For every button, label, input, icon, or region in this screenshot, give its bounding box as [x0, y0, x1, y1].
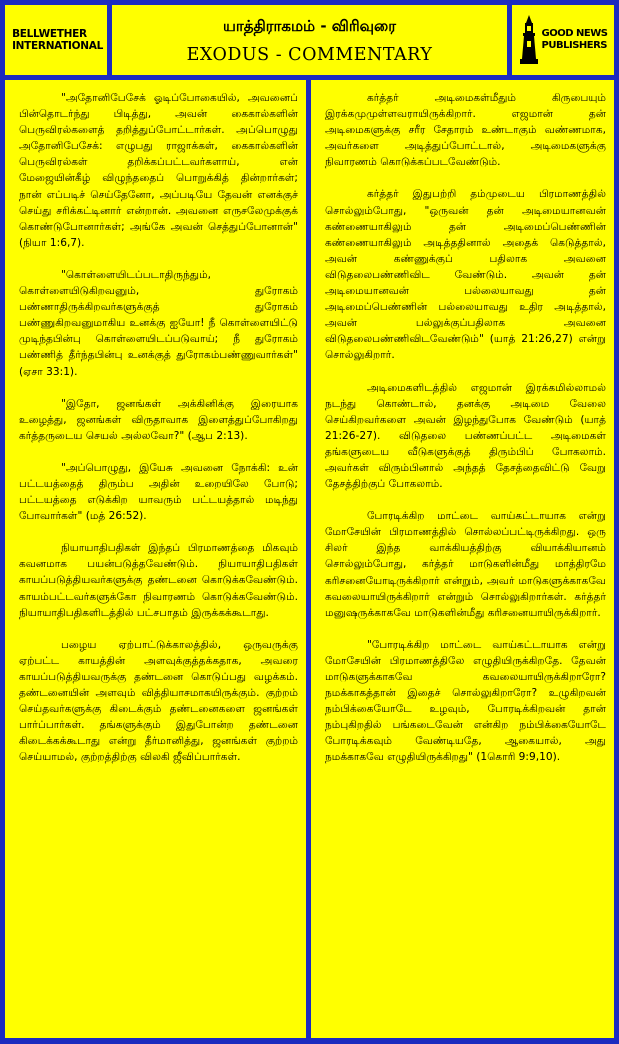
paragraph: கர்த்தர் இதுபற்றி தம்முடைய பிரமாணத்தில் சொல்லும்போது, "ஒருவன் தன் அடிமையானவன் கண்ணையாகிலும் தன் அடிமைப்பெண்ணின் கண்ணையாகிலும் அடித்ததினால் அதைக் கெடுத்தால், அவன் கண்ணுக்குப் பதிலாக அவனை விடுதலைபண்ணிவிட வேண்டும். அவன் தன் அடிமையானவன் பல்லையாவது தன் அடிமைப்பெண்ணின் பல்லையாவது உதிர அடித்தால், அவன் பல்லுக்குப்பதிலாக அவனை விடுதலைபண்ணிவிடவேண்டும்" (யாத் 21:26,27) என்று சொல்லுகிறார்.: [325, 188, 606, 362]
tamil-title: யாத்திராகமம் - விரிவுரை: [223, 17, 396, 35]
paragraph: பழைய ஏற்பாட்டுக்காலத்தில், ஒருவருக்கு ஏற்பட்ட காயத்தின் அளவுக்குத்தக்கதாக, அவரை காயப்படுத்தியவருக்கு தண்டனை கொடுப்பது வழக்கம். தண்டனையின் அளவும் வித்தியாசமாகயிருக்கும். குற்றம் செய்தவர்களுக்கு கிடைக்கும் தண்டனைகளை ஜனங்கள் பார்ப்பார்கள். தங்களுக்கும் இதுபோன்ற தண்டனை கிடைக்கக்கூடாது என்று தீர்மானித்து, ஜனங்கள் குற்றம் செய்யாமல், குற்றத்திற்கு விலகி ஜீவிப்பார்கள்.: [19, 638, 298, 764]
paragraph: அடிமைகளிடத்தில் எஜமான் இரக்கமில்லாமல் நடந்து கொண்டால், தனக்கு அடிமை வேலை செய்கிறவர்களை அவன் இழந்துபோக வேண்டும் (யாத் 21:26-27). விடுதலை பண்ணப்பட்ட அடிமைகள் தங்களுடைய வீடுகளுக்குத் திரும்பிப் போகலாம். அவர்கள் விரும்பினால் அந்தத் தேசத்தைவிட்டு வேறு தேசத்திற்குப் போகலாம்.: [325, 381, 606, 491]
bell-tower-icon: [519, 15, 539, 65]
paragraph: "கொள்ளையிடப்படாதிருந்தும், கொள்ளையிடுகிறவனும், துரோகம் பண்ணாதிருக்கிறவர்களுக்குத் துரோகம் பண்ணுகிறவனுமாகிய உனக்கு ஐயோ! நீ கொள்ளையிட்டு முடிந்தபின்பு கொள்ளையிடப்படுவாய்; நீ துரோகம் பண்ணித் தீர்ந்தபின்பு உனக்குத் துரோகம்பண்ணுவார்கள்" (ஏசா 33:1).: [19, 268, 298, 378]
left-column: [5, 80, 306, 1038]
logo-right-line2: PUBLISHERS: [541, 40, 607, 51]
paragraph: "இதோ, ஜனங்கள் அக்கினிக்கு இரையாக உழைத்து, ஜனங்கள் விருதாவாக இளைத்துப்போகிறது கர்த்தருடைய செயல் அல்லவோ?" (ஆப 2:13).: [19, 397, 298, 442]
paragraph: "அப்பொழுது, இயேசு அவனை நோக்கி: உன் பட்டயத்தைத் திரும்ப அதின் உறையிலே போடு; பட்டயத்தை எடுக்கிற யாவரும் பட்டயத்தால் மடிந்து போவார்கள்" (மத் 26:52).: [19, 461, 298, 523]
logo-right-line1: GOOD NEWS: [541, 28, 608, 39]
english-title: EXODUS - COMMENTARY: [186, 45, 433, 65]
paragraph: "போரடிக்கிற மாட்டை வாய்கட்டாயாக என்று மோசேயின் பிரமாணத்திலே எழுதியிருக்கிறதே. தேவன் மாடுகளுக்காகவே கவலையாயிருக்கிறாரோ? நமக்காகத்தான் இதைச் சொல்லுகிறாரோ? உழுகிறவன் நம்பிக்கையோடே உழவும், போரடிக்கிறவன் தான் நம்புகிறதில் பங்கடைவேன் என்கிற நம்பிக்கையோடே போரடிக்கவும் வேண்டியதே, ஆகையால், அது நமக்காகவே எழுதியிருக்கிறது" (1கொரி 9:9,10).: [325, 638, 606, 764]
paragraph: நியாயாதிபதிகள் இந்தப் பிரமாணத்தை மிகவும் கவனமாக பயன்படுத்தவேண்டும். நியாயாதிபதிகள் காயப்படுத்தியவர்களுக்கு தண்டனை கொடுக்கவேண்டும். காயம்பட்டவர்களுக்கோ நிவாரணம் கொடுக்கவேண்டும். நியாயாதிபதிகளிடத்தில் பட்சபாதம் இருக்கக்கூடாது.: [19, 542, 298, 619]
paragraph: "அதோனிபேசேக் ஓடிப்போகையில், அவனைப் பின்தொடர்ந்து பிடித்து, அவன் கைகால்களின் பெருவிரல்களைத் தறித்துப்போட்டார்கள். அப்பொழுது அதோனிபேசேக்: எழுபது ராஜாக்கள், கைகால்களின் பெருவிரல்கள் தறிக்கப்பட்டவர்களாய், என் மேஜையின்கீழ் விழுந்ததைப் பொறுக்கித் தின்றார்கள்; நான் எப்படிச் செய்தேனோ, அப்படியே தேவன் எனக்குச் செய்து சரிக்கட்டினார் என்றான். அவனை எருசலேமுக்குக் கொண்டுபோனார்கள்; அங்கே அவன் செத்துப்போனான்" (நியா 1:6,7).: [19, 92, 298, 249]
paragraph: போரடிக்கிற மாட்டை வாய்கட்டாயாக என்று மோசேயின் பிரமாணத்தில் சொல்லப்பட்டிருக்கிறது. ஒரு சிலர் இந்த வாக்கியத்திற்கு வியாக்கியானம் சொல்லும்போது, கர்த்தர் மாடுகளின்மீது மாத்திரமே கரிசனையோடிருக்கிறார் என்றும், அவர் மாடுகளுக்காகவே கவலையாயிருக்கிறார் என்றும் சொல்லுகிறார்கள். கர்த்தர் மனுஷருக்காகவே மாடுகளின்மீது கரிசனையாயிருக்கிறார்.: [325, 510, 606, 619]
paragraph: கர்த்தர் அடிமைகள்மீதும் கிருபையும் இரக்கமுமுள்ளவராயிருக்கிறார். எஜமான் தன் அடிமைகளுக்கு சரீர சேதாரம் உண்டாகும் வண்ணமாக, அவர்களை அடித்துப்போட்டால், அடிமைகளுக்கு நிவாரணம் கொடுக்கப்படவேண்டும்.: [325, 92, 606, 169]
right-column: [311, 80, 614, 1038]
logo-left-line2: INTERNATIONAL: [12, 40, 103, 52]
logo-left-line1: BELLWETHER: [12, 28, 87, 40]
page-header: [112, 5, 507, 75]
logo-bellwether: [5, 5, 107, 75]
logo-good-news: [512, 5, 614, 75]
